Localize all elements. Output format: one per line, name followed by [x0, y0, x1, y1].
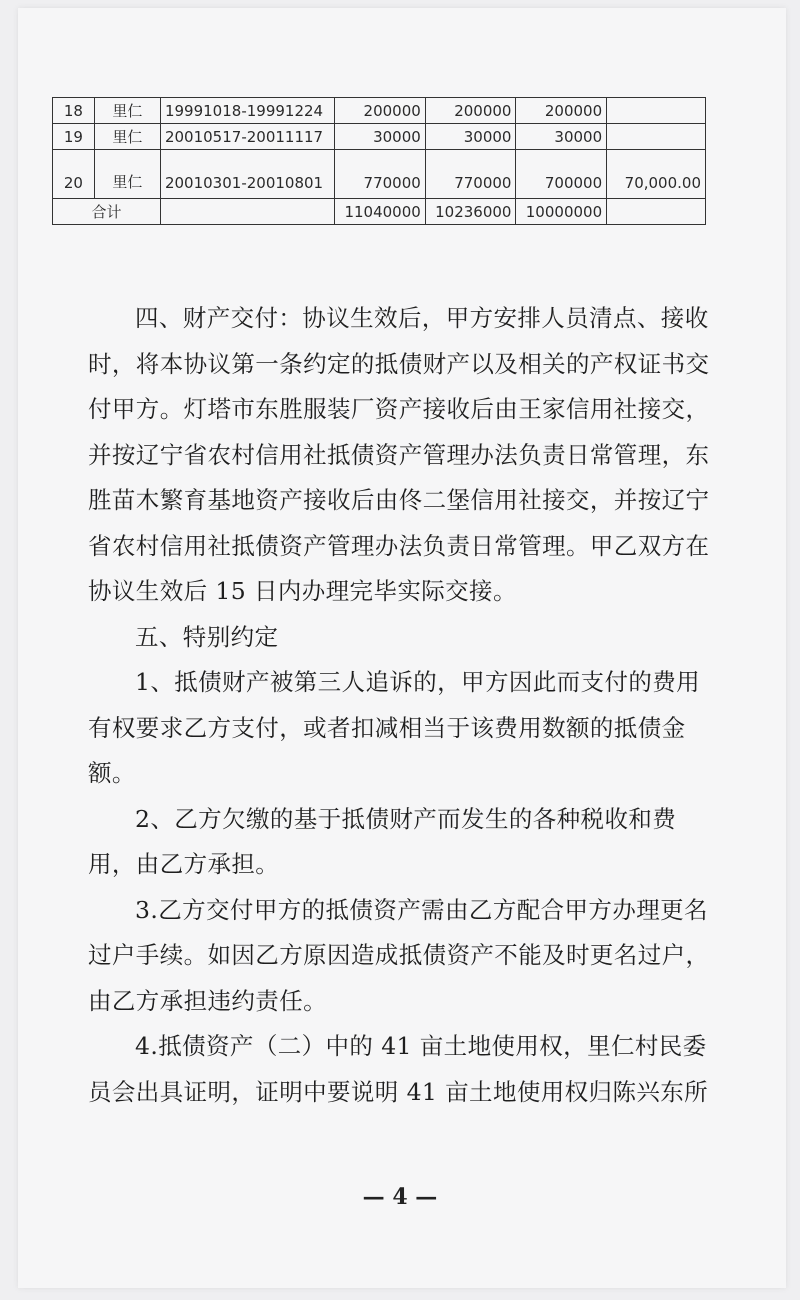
amount-cell: 30000 [516, 124, 607, 150]
page-number: — 4 — [362, 1184, 438, 1210]
extra-amount-cell [607, 124, 706, 150]
amount-cell: 700000 [516, 150, 607, 199]
debt-assets-table [52, 97, 706, 225]
clause-special-agreement-heading: 五、特别约定 [135, 622, 279, 651]
amount-cell: 770000 [425, 150, 516, 199]
table-row [53, 150, 706, 199]
extra-amount-cell: 70,000.00 [607, 150, 706, 199]
agreement-body-text [88, 296, 718, 1115]
row-number-cell: 20 [53, 150, 95, 199]
period-cell: 20010301-20010801 [160, 150, 334, 199]
total-amount-cell: 10236000 [425, 199, 516, 225]
row-number-cell: 18 [53, 98, 95, 124]
amount-cell: 30000 [425, 124, 516, 150]
period-cell: 20010517-20011117 [160, 124, 334, 150]
amount-cell: 770000 [335, 150, 426, 199]
table-row [53, 124, 706, 150]
total-amount-cell: 10000000 [516, 199, 607, 225]
clause-special-item-1: 1、抵债财产被第三人追诉的，甲方因此而支付的费用有权要求乙方支付，或者扣减相当于该费用数额的抵债金额。 [88, 668, 701, 787]
amount-cell: 30000 [335, 124, 426, 150]
clause-special-item-4: 4.抵债资产（二）中的 41 亩土地使用权，里仁村民委员会出具证明，证明中要说明 41 亩土地使用权归陈兴东所 [88, 1032, 709, 1106]
clause-special-item-3: 3.乙方交付甲方的抵债资产需由乙方配合甲方办理更名过户手续。如因乙方原因造成抵债资产不能及时更名过户，由乙方承担违约责任。 [88, 895, 710, 1015]
period-cell: 19991018-19991224 [160, 98, 334, 124]
empty-cell [607, 199, 706, 225]
amount-cell: 200000 [425, 98, 516, 124]
empty-cell [160, 199, 334, 225]
name-cell: 里仁 [94, 150, 160, 199]
row-number-cell: 19 [53, 124, 95, 150]
total-amount-cell: 11040000 [335, 199, 426, 225]
clause-property-delivery: 四、财产交付：协议生效后，甲方安排人员清点、接收时，将本协议第一条约定的抵债财产以及相关的产权证书交付甲方。灯塔市东胜服装厂资产接收后由王家信用社接交，并按辽宁省农村信用社抵债资产管理办法负责日常管理，东胜苗木繁育基地资产接收后由佟二堡信用社接交，并按辽宁省农村信用社抵债资产管理办法负责日常管理。甲乙双方在协议生效后 15 日内办理完毕实际交接。 [88, 304, 710, 605]
amount-cell: 200000 [335, 98, 426, 124]
name-cell: 里仁 [94, 98, 160, 124]
name-cell: 里仁 [94, 124, 160, 150]
debt-table-fragment [52, 97, 706, 225]
table-total-row [53, 199, 706, 225]
table-row [53, 98, 706, 124]
clause-special-item-2: 2、乙方欠缴的基于抵债财产而发生的各种税收和费用，由乙方承担。 [88, 804, 677, 878]
amount-cell: 200000 [516, 98, 607, 124]
extra-amount-cell [607, 98, 706, 124]
total-label-cell: 合计 [53, 199, 161, 225]
